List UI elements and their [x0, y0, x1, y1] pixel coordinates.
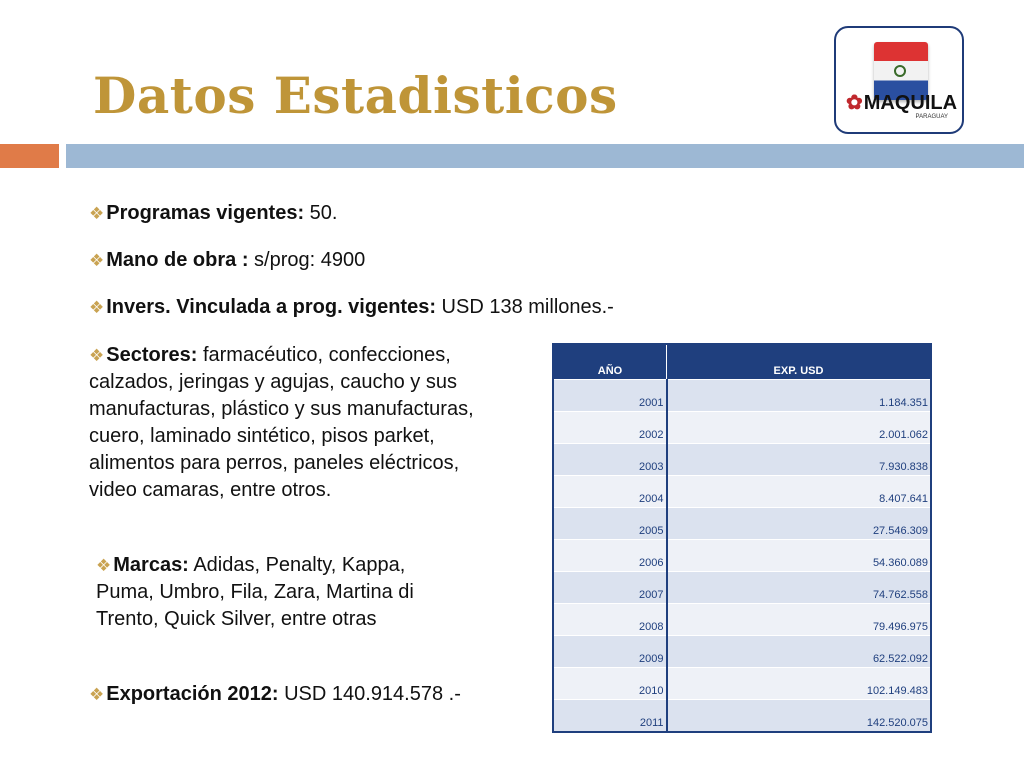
exports-value-cell: 74.762.558	[667, 572, 932, 604]
bullet-programas: ❖ Programas vigentes: 50.	[89, 202, 338, 224]
table-row	[553, 540, 931, 572]
year-cell: 2003	[553, 444, 667, 476]
exports-value-cell: 27.546.309	[667, 508, 932, 540]
gear-icon: ✿	[846, 92, 863, 114]
bullet-exportacion: ❖ Exportación 2012: USD 140.914.578 .-	[89, 683, 461, 705]
table-row	[553, 380, 931, 412]
table-row	[553, 668, 931, 700]
table-row	[553, 444, 931, 476]
exports-value-cell: 142.520.075	[667, 700, 932, 733]
exports-value-cell: 1.184.351	[667, 380, 932, 412]
table-header-row	[553, 344, 931, 380]
exports-table-body	[553, 380, 931, 733]
bullet-inversion: ❖ Invers. Vinculada a prog. vigentes: USD 138 millones.-	[89, 296, 614, 318]
diamond-bullet-icon: ❖	[89, 298, 105, 317]
exports-value-cell: 62.522.092	[667, 636, 932, 668]
exports-value-cell: 79.496.975	[667, 604, 932, 636]
table-row	[553, 412, 931, 444]
bullet-mano-de-obra: ❖ Mano de obra : s/prog: 4900	[89, 249, 366, 271]
column-header-exports: EXP. USD	[667, 344, 932, 380]
flag-seal-icon	[894, 65, 906, 77]
column-header-year: AÑO	[553, 344, 667, 380]
year-cell: 2005	[553, 508, 667, 540]
maquila-logo	[834, 26, 964, 134]
year-cell: 2002	[553, 412, 667, 444]
table-row	[553, 700, 931, 733]
year-cell: 2010	[553, 668, 667, 700]
header-accent-bar-orange	[0, 144, 59, 168]
logo-wordmark: ✿MAQUILA	[846, 92, 958, 114]
slide-title: Datos Estadisticos	[93, 66, 618, 125]
year-cell: 2008	[553, 604, 667, 636]
diamond-bullet-icon: ❖	[89, 204, 105, 223]
logo-subtitle: PARAGUAY	[915, 114, 948, 120]
bullet-marcas: ❖ Marcas: Adidas, Penalty, Kappa, Puma, Umbro, Fila, Zara, Martina di Trento, Quick Silver, entre otras	[96, 554, 414, 630]
diamond-bullet-icon: ❖	[89, 251, 105, 270]
exports-value-cell: 54.360.089	[667, 540, 932, 572]
table-row	[553, 636, 931, 668]
year-cell: 2001	[553, 380, 667, 412]
table-row	[553, 604, 931, 636]
year-cell: 2007	[553, 572, 667, 604]
year-cell: 2009	[553, 636, 667, 668]
header-accent-bar-blue	[66, 144, 1024, 168]
exports-value-cell: 2.001.062	[667, 412, 932, 444]
table-row	[553, 476, 931, 508]
exports-value-cell: 102.149.483	[667, 668, 932, 700]
diamond-bullet-icon: ❖	[96, 556, 112, 575]
diamond-bullet-icon: ❖	[89, 685, 105, 704]
bullet-sectores: ❖ Sectores: farmacéutico, confecciones, calzados, jeringas y agujas, caucho y sus manufacturas, plástico y sus manufacturas, cuero, laminado sintético, pisos parket, alimentos para perros, paneles eléctricos, video camaras, entre otros.	[89, 344, 474, 501]
exports-value-cell: 8.407.641	[667, 476, 932, 508]
table-row	[553, 572, 931, 604]
year-cell: 2004	[553, 476, 667, 508]
exports-value-cell: 7.930.838	[667, 444, 932, 476]
year-cell: 2011	[553, 700, 667, 733]
year-cell: 2006	[553, 540, 667, 572]
diamond-bullet-icon: ❖	[89, 346, 105, 365]
exports-table	[552, 343, 932, 733]
table-row	[553, 508, 931, 540]
